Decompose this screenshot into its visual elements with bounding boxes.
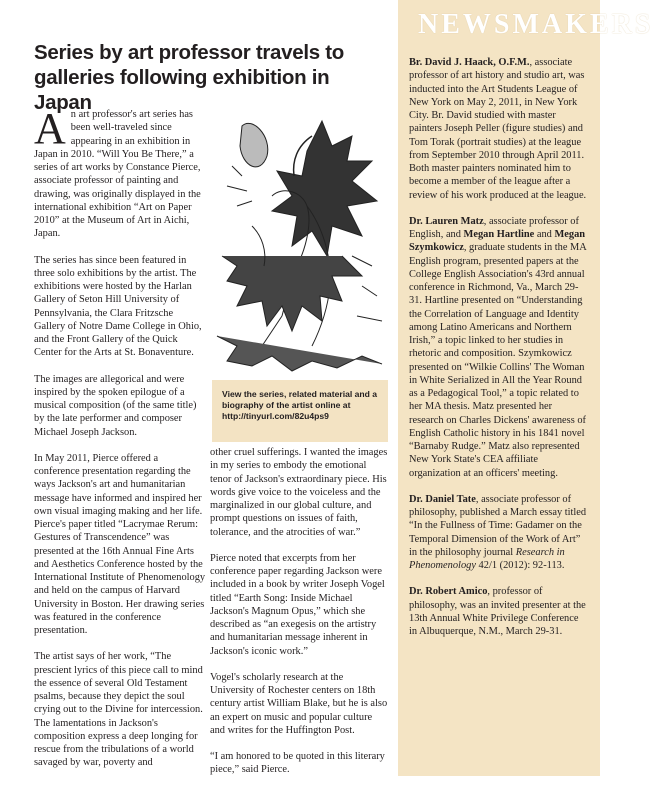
person-name: Megan Hartline — [463, 229, 535, 240]
newsmaker-item — [409, 215, 587, 480]
article-paragraph: Pierce noted that excerpts from her conference paper regarding Jackson were included in a book by writer Joseph Vogel titled “Earth Song: Inside Michael Jackson's Magnum Opus,” which she described as “an exegesis on the artistry and humanitarian message inherent in Jackson's iconic work.” — [210, 552, 385, 657]
item-text: , graduate students in the MA English program, presented papers at the College English Association's 43rd annual conference in Richmond, Va., March 29-31. Hartline presented on “Understanding the Correlation of Language and Identity among Latino Americans and Northern Irish,” a topic linked to her studies in rhetoric and composition. Szymkowicz presented on “Wilkie Collins' The Woman in White Serialized in All the Year Round as a Pedagogical Tool,” a topic related to her MA thesis. Matz presented her research on Charles Dickens' awareness of English Catholic history in his 1841 novel “Barnaby Rudge.” Matz also represented New York State's CEA affiliate organization at an officers' meeting. — [409, 242, 587, 479]
article-paragraph — [34, 104, 206, 241]
newsmakers-sidebar — [398, 0, 653, 776]
article-paragraph: The series has since been featured in three solo exhibitions by the artist. The exhibitions were hosted by the Harlan Gallery of Seton Hill University of Pennsylvania, the Clara Fritzsche Gallery of Notre Dame College in Ohio, and the Front Gallery of the Quick Center for the Arts at St. Bonaventure. — [34, 254, 202, 359]
article-paragraph: In May 2011, Pierce offered a conference presentation regarding the ways Jackson's art and humanitarian message have informed and inspired her own visual imaging making and her life. Pierce's paper titled “Lacrymae Rerum: Gestures of Transcendence” was presented at the 16th Annual Fine Arts and Aesthetics Conference hosted by the International Institute of Phenomenology and held on the campus of Harvard University in Boston. Her drawing series was featured in the conference presentation. — [34, 452, 206, 636]
person-name: Dr. Robert Amico — [409, 586, 488, 598]
person-name: Br. David J. Haack, O.F.M. — [409, 57, 530, 68]
sidebar-title: NEWSMAKERS — [418, 9, 653, 40]
newsmaker-item — [409, 493, 587, 573]
item-text: , professor of philosophy, was an invited presenter at the 13th Annual White Privilege Conference in Albuquerque, N.M., March 29-31. — [409, 586, 586, 637]
item-text: 42/1 (2012): 92-113. — [475, 560, 565, 571]
person-name: Megan Szymkowicz — [409, 229, 586, 254]
newsmaker-item — [409, 585, 587, 638]
person-name: Dr. Lauren Matz — [409, 215, 484, 227]
article-column-middle — [210, 446, 388, 790]
sidebar-body — [409, 56, 587, 651]
journal-title: Research in Phenomenology — [409, 546, 565, 571]
article-column-left — [34, 104, 206, 783]
image-caption: View the series, related material and a biography of the artist online at http://tinyurl.com/82u4ps9 — [212, 380, 388, 442]
item-text: , associate professor of philosophy, published a March essay titled “In the Fullness of Time: Gadamer on the Temporal Dimension of the Work of Art” in the philosophy journal — [409, 493, 587, 558]
article-headline: Series by art professor travels to galleries following exhibition in Japan — [34, 41, 344, 114]
artwork-illustration — [212, 106, 388, 378]
article-paragraph: The artist says of her work, “The prescient lyrics of this piece call to mind the essence of several Old Testament psalms, because they depict the soul crying out to the Divine for intercession. The lamentations in Jackson's composition express a deep longing for rescue from the tribulations of a world savaged by war, poverty and — [34, 651, 203, 769]
item-text: and — [534, 229, 555, 240]
article-paragraph: Vogel's scholarly research at the University of Rochester centers on 18th century artist William Blake, but he is also an expert on music and popular culture and writes for the Huffington Post. — [210, 671, 388, 736]
article-paragraph: “I am honored to be quoted in this literary piece,” said Pierce. — [210, 751, 385, 776]
item-text: , associate professor of art history and studio art, was inducted into the Art Students League of New York on May 2, 2011, in New York City. Br. David studied with master painters Joseph Peller (figure studies) and Tom Torak (portrait studies) at the league from September 2010 through April 2011. Both master painters nominated him to become a member of the league after a review of his work produced at the league. — [409, 57, 587, 201]
item-text: , associate professor of English, and — [409, 215, 579, 240]
person-name: Dr. Daniel Tate — [409, 493, 476, 505]
paragraph-text: n art professor's art series has been well-traveled since appearing in an exhibition in Japan in 2010. “Will You Be There,” a series of art works by Constance Pierce, associate professor of painting and drawing, was originally displayed in the international exhibition “Art on Paper 2010” at the Museum of Art in Aichi, Japan. — [34, 109, 201, 240]
article-paragraph: other cruel sufferings. I wanted the images in my series to embody the emotional tenor of Jackson's extraordinary piece. His words give voice to the voiceless and the marginalized in our global culture, and prompt questions on issues of faith, tolerance, and the atrocities of war.” — [210, 447, 388, 538]
newsmaker-item — [409, 56, 587, 202]
article-paragraph: The images are allegorical and were inspired by the spoken epilogue of a musical composition (of the same title) by the late performer and composer Michael Joseph Jackson. — [34, 373, 197, 438]
drop-cap: A — [34, 104, 66, 153]
